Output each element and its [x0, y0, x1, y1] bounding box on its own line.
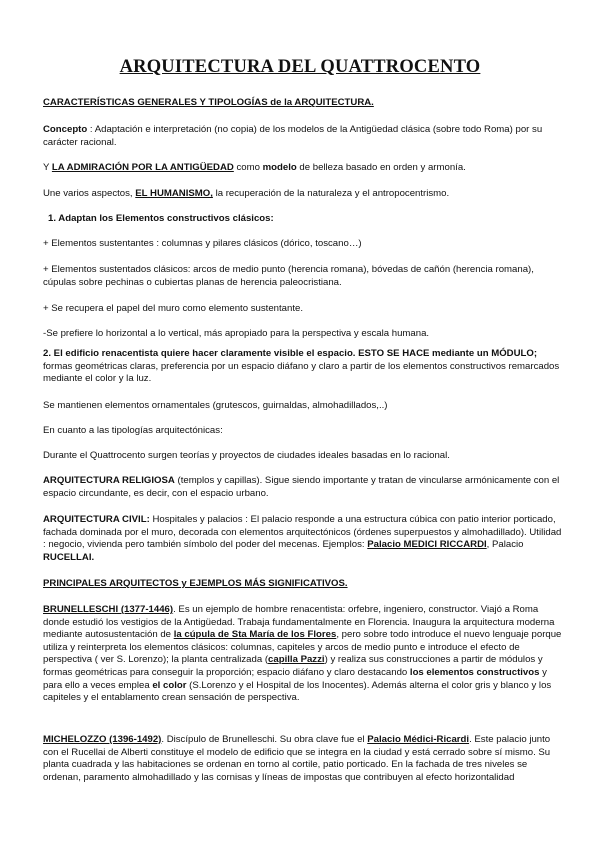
civil-example-medici: Palacio MEDICI RICCARDI	[367, 539, 487, 551]
michelozzo-paragraph	[43, 734, 563, 784]
point2-paragraph	[43, 348, 563, 386]
admiracion-paragraph	[43, 162, 563, 175]
humanismo-post: la recuperación de la naturaleza y el antropocentrismo.	[212, 188, 450, 199]
point1-item-muro: + Se recupera el papel del muro como elemento sustentante.	[43, 303, 303, 314]
tipologias-paragraph: En cuanto a las tipologías arquitectónicas:	[43, 425, 223, 436]
civil-text: Hospitales y palacios : El palacio responde a una estructura cúbica con patio interior porticado, fachada dominada por el muro, decorada con elementos arquitectónicos (órdenes superpuestos y almohadillado). Utilidad : negocio, vivienda pero también símbolo del poder del mecenas. Ejemplos:	[43, 514, 562, 551]
brunelleschi-t4: y para ello a veces emplea	[43, 666, 547, 691]
humanismo-pre: Une varios aspectos,	[43, 188, 136, 199]
civil-paragraph	[43, 514, 563, 564]
brunelleschi-paragraph	[43, 604, 563, 705]
brunelleschi-name: BRUNELLESCHI (1377-1446)	[43, 604, 174, 615]
michelozzo-palacio: Palacio Médici-Ricardi	[367, 734, 470, 745]
michelozzo-name: MICHELOZZO (1396-1492)	[43, 734, 162, 745]
admiracion-highlight: LA ADMIRACIÓN POR LA ANTIGÜEDAD	[51, 162, 234, 173]
point2-bold: 2. El edificio renacentista quiere hacer claramente visible el espacio. ESTO SE HACE mediante un MÓDULO;	[43, 348, 538, 359]
civil-label: ARQUITECTURA CIVIL:	[43, 514, 150, 525]
ornamentales-paragraph: Se mantienen elementos ornamentales (grutescos, guirnaldas, almohadillados,..)	[43, 400, 388, 411]
point1-item-horizontal: -Se prefiere lo horizontal a lo vertical, más apropiado para la perspectiva y escala humana.	[43, 328, 430, 339]
civil-sep: , Palacio	[486, 539, 524, 551]
admiracion-pre: Y	[43, 162, 50, 173]
religiosa-text: (templos y capillas). Sigue siendo importante y tratan de vincularse armónicamente con el espacio circundante, es decir, con el espacio urbano.	[43, 475, 560, 499]
point1-heading: 1. Adaptan los Elementos constructivos clásicos:	[48, 213, 274, 224]
civil-example-rucellai: RUCELLAI.	[43, 551, 95, 563]
brunelleschi-t2: , pero sobre todo introduce el nuevo lenguaje porque utiliza y reinterpreta los elementos clásicos: columnas, capiteles y arcos de medio punto e introduce el efecto de perspectiva ( ver S. Lorenzo); la planta centralizada (	[43, 629, 562, 666]
michelozzo-t1: . Discípulo de Brunelleschi. Su obra clave fue el	[161, 734, 368, 745]
point2-text: formas geométricas claras, preferencia por un espacio diáfano y claro a partir de los elementos constructivos remarcados mediante el color y la luz.	[43, 360, 560, 385]
brunelleschi-t5: (S.Lorenzo y el Hospital de los Inocentes). Además alterna el color gris y blanco y los capiteles y el entablamento crean sensación de perspectiva.	[43, 679, 552, 704]
ciudades-paragraph: Durante el Quattrocento surgen teorías y proyectos de ciudades ideales basadas en lo racional.	[43, 450, 450, 461]
humanismo-highlight: EL HUMANISMO,	[135, 188, 213, 199]
brunelleschi-t3: ) y realiza sus construcciones a partir de módulos y formas geométricas para conseguir la proporción; espacio diáfano y claro destacando	[43, 654, 543, 678]
point1-item-sustentados: + Elementos sustentados clásicos: arcos de medio punto (herencia romana), bóvedas de cañón (herencia romana), cúpulas sobre pechinas o cubiertas planas de herencia paleocristiana.	[43, 264, 534, 288]
humanismo-paragraph	[43, 188, 563, 201]
brunelleschi-cupula: la cúpula de Sta María de los Flores	[173, 629, 337, 641]
brunelleschi-color: el color	[152, 679, 187, 691]
section-heading-caracteristicas: CARACTERÍSTICAS GENERALES Y TIPOLOGÍAS de la ARQUITECTURA.	[43, 97, 374, 108]
brunelleschi-pazzi: capilla Pazzi	[268, 654, 325, 666]
concepto-label: Concepto	[43, 124, 88, 135]
page-title: ARQUITECTURA DEL QUATTROCENTO	[119, 57, 481, 77]
concepto-text: : Adaptación e interpretación (no copia) de los modelos de la Antigüedad clásica (sobre todo Roma) por su carácter racional.	[43, 124, 543, 148]
brunelleschi-elementos: los elementos constructivos	[409, 666, 540, 678]
michelozzo-t2: . Este palacio junto con el Rucellai de Alberti constituye el modelo de edificio que se integra en la ciudad y está cerrado sobre sí mismo. Su planta cuadrada y las habitaciones se ordenan en torno al cortile, patio porticado. En la fachada de tres niveles se ordenan, paramento almohadillado y las cornisas y líneas de impostas que contribuyen al efecto horizontalidad	[43, 734, 551, 783]
section-heading-arquitectos: PRINCIPALES ARQUITECTOS y EJEMPLOS MÁS SIGNIFICATIVOS.	[43, 578, 348, 589]
point1-item-sustentantes: + Elementos sustentantes : columnas y pilares clásicos (dórico, toscano…)	[43, 238, 362, 249]
religiosa-label: ARQUITECTURA RELIGIOSA	[43, 475, 175, 486]
admiracion-bold: modelo	[262, 162, 297, 173]
religiosa-paragraph	[43, 475, 563, 500]
admiracion-mid: como	[233, 162, 263, 173]
admiracion-post: de belleza basado en orden y armonía.	[296, 162, 466, 173]
concepto-paragraph	[43, 124, 563, 149]
brunelleschi-t1: . Es un ejemplo de hombre renacentista: orfebre, ingeniero, constructor. Viajó a Roma donde estudió los vestigios de la Antigüedad. Trabaja fundamentalmente en Florencia. Inaugura la arquitectura moderna mediante autosustentación de	[43, 604, 555, 641]
